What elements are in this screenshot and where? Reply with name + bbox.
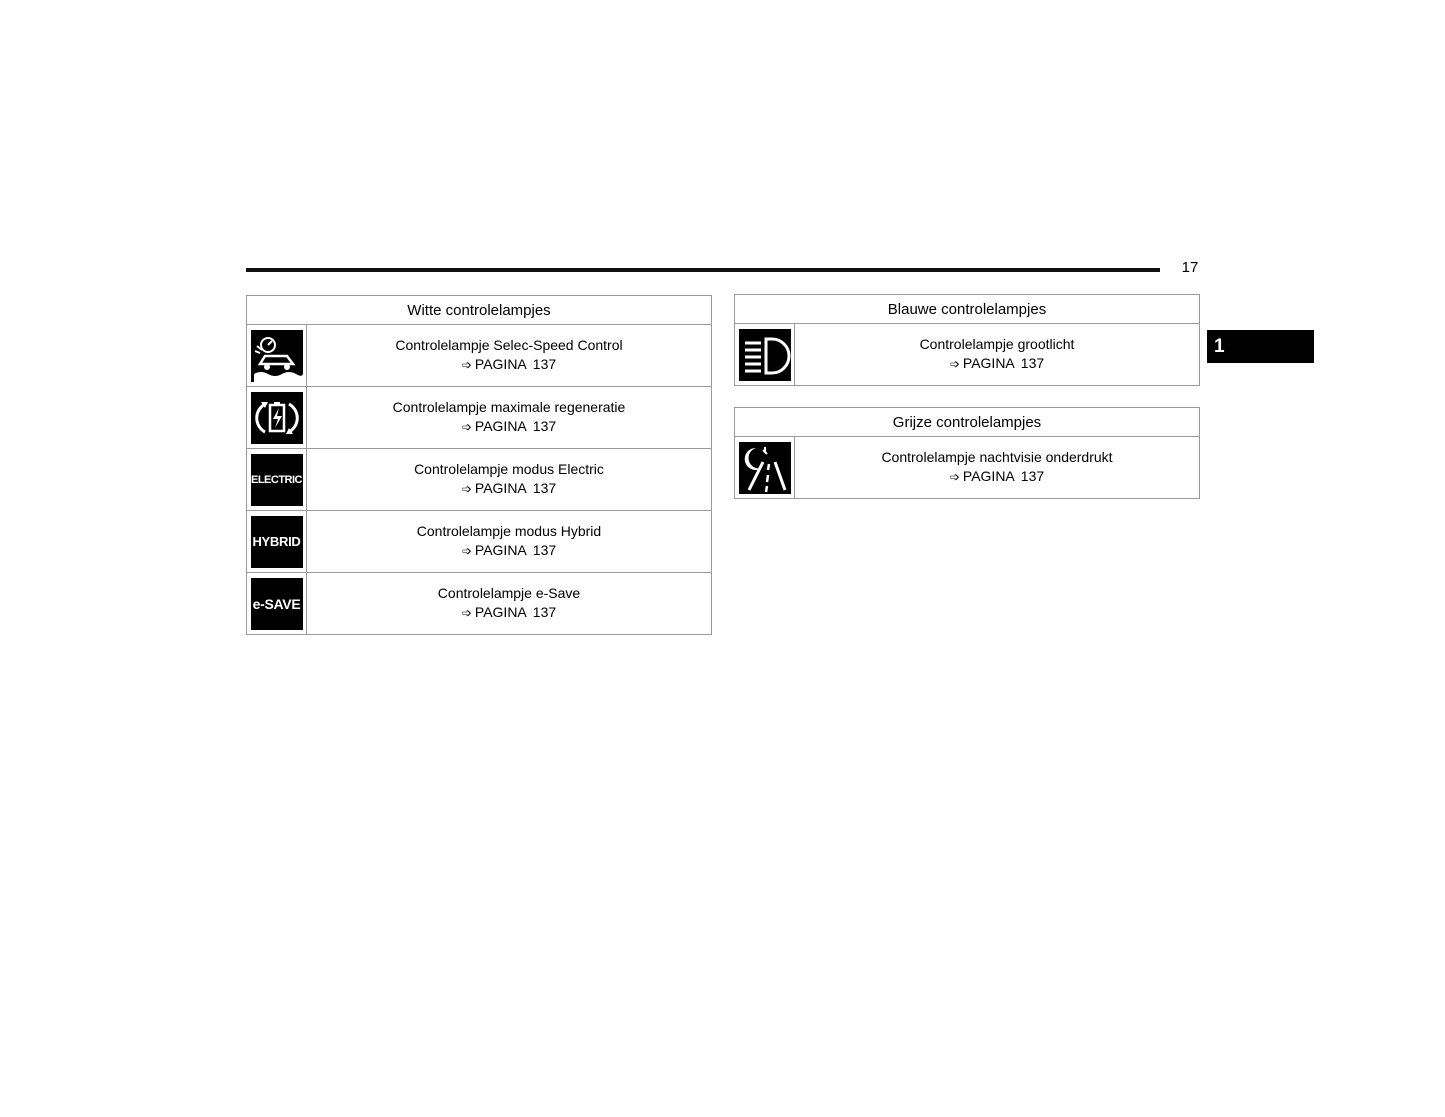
page-reference[interactable] (307, 541, 711, 561)
arrow-right-icon: ➩ (949, 357, 960, 371)
page-number: 17 (1181, 259, 1199, 276)
ref-page: 137 (532, 480, 557, 496)
white-lamps-table (246, 295, 712, 635)
blue-lamps-table (734, 294, 1200, 386)
lamp-label: Controlelampje grootlicht (919, 336, 1075, 352)
max-regeneration-icon (251, 392, 303, 444)
table-row (735, 437, 1200, 499)
arrow-right-icon: ➩ (461, 606, 472, 620)
table-row (247, 449, 712, 511)
ref-page: 137 (532, 542, 557, 558)
chapter-tab-label: 1 (1214, 336, 1225, 357)
ref-page: 137 (532, 418, 557, 434)
ref-page: 137 (532, 356, 557, 372)
icon-text: HYBRID (252, 534, 301, 549)
page-reference[interactable] (307, 603, 711, 623)
lamp-label: Controlelampje modus Electric (414, 461, 604, 477)
ref-page: 137 (1020, 355, 1045, 371)
ref-prefix: PAGINA (962, 468, 1015, 484)
table-row (247, 573, 712, 635)
selec-speed-control-icon (251, 330, 303, 382)
electric-mode-icon (251, 454, 303, 506)
lamp-label: Controlelampje nachtvisie onderdrukt (881, 449, 1113, 465)
ref-page: 137 (1020, 468, 1045, 484)
lamp-label: Controlelampje e-Save (437, 585, 581, 601)
table-row (247, 511, 712, 573)
page-reference[interactable] (795, 467, 1199, 487)
page-reference[interactable] (307, 355, 711, 375)
ref-prefix: PAGINA (474, 604, 527, 620)
grey-lamps-title: Grijze controlelampjes (735, 408, 1200, 437)
white-lamps-title: Witte controlelampjes (247, 296, 712, 325)
table-row (735, 324, 1200, 386)
arrow-right-icon: ➩ (461, 482, 472, 496)
ref-prefix: PAGINA (474, 542, 527, 558)
page-reference[interactable] (307, 417, 711, 437)
ref-page: 137 (532, 604, 557, 620)
lamp-label: Controlelampje modus Hybrid (416, 523, 602, 539)
arrow-right-icon: ➩ (461, 544, 472, 558)
arrow-right-icon: ➩ (461, 358, 472, 372)
ref-prefix: PAGINA (474, 480, 527, 496)
grey-lamps-table (734, 407, 1200, 499)
arrow-right-icon: ➩ (949, 470, 960, 484)
high-beam-icon (739, 329, 791, 381)
chapter-tab (1207, 330, 1314, 363)
ref-prefix: PAGINA (474, 418, 527, 434)
e-save-icon (251, 578, 303, 630)
lamp-label: Controlelampje maximale regeneratie (392, 399, 626, 415)
ref-prefix: PAGINA (962, 355, 1015, 371)
table-row (247, 325, 712, 387)
lamp-label: Controlelampje Selec-Speed Control (395, 337, 623, 353)
page-reference[interactable] (795, 354, 1199, 374)
icon-text: ELECTRIC (251, 473, 302, 486)
page-reference[interactable] (307, 479, 711, 499)
table-row (247, 387, 712, 449)
header-rule (246, 268, 1160, 272)
arrow-right-icon: ➩ (461, 420, 472, 434)
night-vision-suppressed-icon (739, 442, 791, 494)
ref-prefix: PAGINA (474, 356, 527, 372)
icon-text: e-SAVE (252, 595, 301, 612)
blue-lamps-title: Blauwe controlelampjes (735, 295, 1200, 324)
hybrid-mode-icon (251, 516, 303, 568)
